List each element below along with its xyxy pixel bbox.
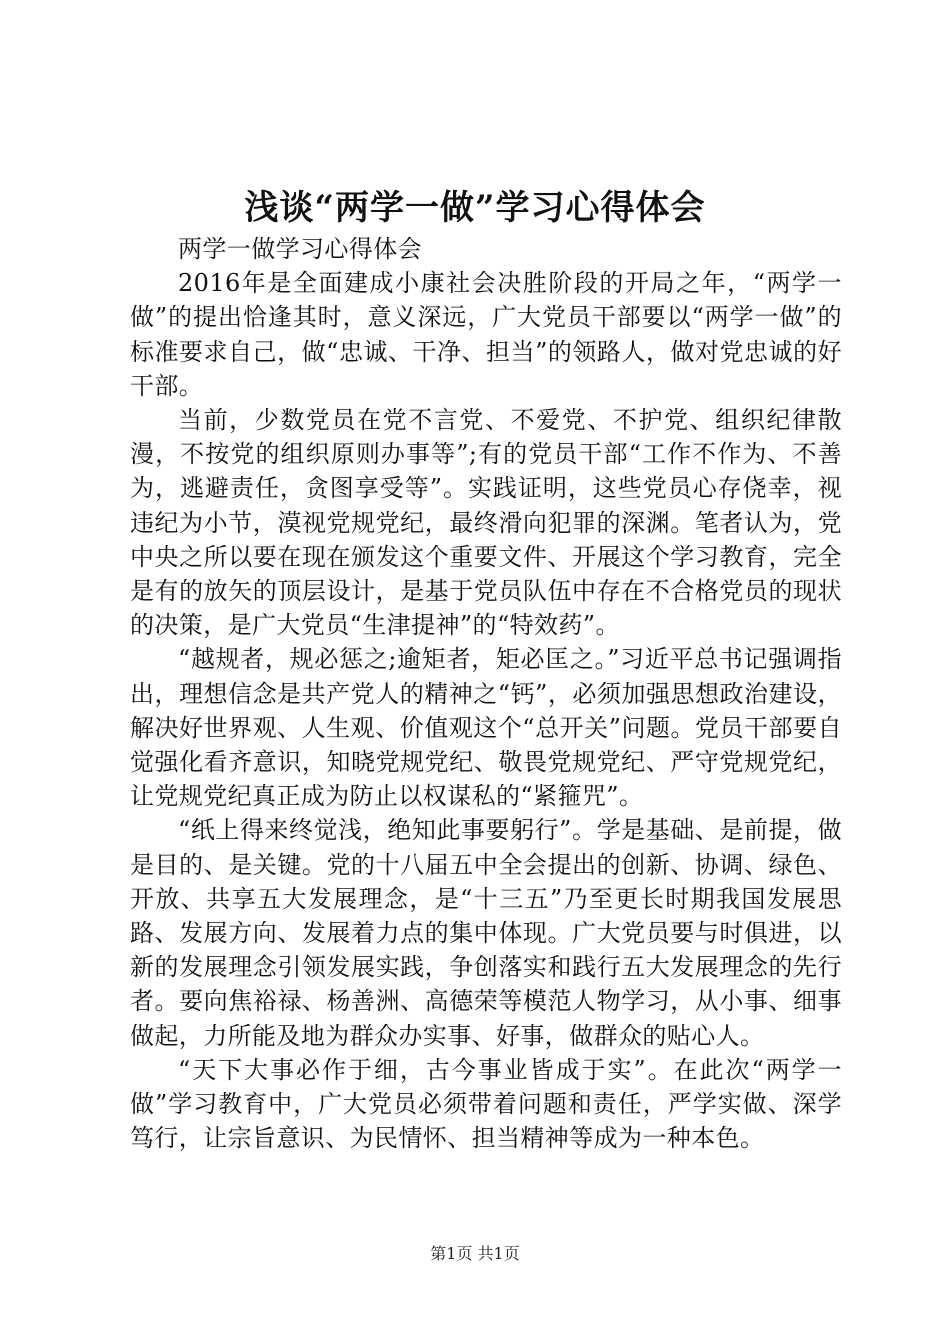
document-body	[130, 232, 842, 1155]
paragraph-5: “天下大事必作于细，古今事业皆成于实”。在此次“两学一做”学习教育中，广大党员必须带着问题和责任，严学实做、深学笃行，让宗旨意识、为民情怀、担当精神等成为一种本色。	[130, 1055, 842, 1153]
paragraph-2: 当前，少数党员在党不言党、不爱党、不护党、组织纪律散漫，不按党的组织原则办事等”;有的党员干部“工作不作为、不善为，逃避责任，贪图享受等”。实践证明，这些党员心存侥幸，视违纪为小节，漠视党规党纪，最终滑向犯罪的深渊。笔者认为，党中央之所以要在现在颁发这个重要文件、开展这个学习教育，完全是有的放矢的顶层设计，是基于党员队伍中存在不合格党员的现状的决策，是广大党员“生津提神”的“特效药”。	[130, 406, 842, 640]
paragraph-3: “越规者，规必惩之;逾矩者，矩必匡之。”习近平总书记强调指出，理想信念是共产党人的精神之“钙”，必须加强思想政治建设，解决好世界观、人生观、价值观这个“总开关”问题。党员干部要自觉强化看齐意识，知晓党规党纪、敬畏党规党纪、严守党规党纪，让党规党纪真正成为防止以权谋私的“紧箍咒”。	[130, 645, 842, 811]
document-subtitle: 两学一做学习心得体会	[178, 235, 422, 263]
paragraph-4: “纸上得来终觉浅，绝知此事要躬行”。学是基础、是前提，做是目的、是关键。党的十八届五中全会提出的创新、协调、绿色、开放、共享五大发展理念，是“十三五”乃至更长时期我国发展思路、发展方向、发展着力点的集中体现。广大党员要与时俱进，以新的发展理念引领发展实践，争创落实和践行五大发展理念的先行者。要向焦裕禄、杨善洲、高德荣等模范人物学习，从小事、细事做起，力所能及地为群众办实事、好事，做群众的贴心人。	[130, 816, 842, 1050]
document-title: 浅谈“两学一做”学习心得体会	[244, 188, 706, 228]
page-footer: 第1页 共1页	[430, 1244, 520, 1263]
paragraph-1: 2016年是全面建成小康社会决胜阶段的开局之年，“两学一做”的提出恰逢其时，意义深远，广大党员干部要以“两学一做”的标准要求自己，做“忠诚、干净、担当”的领路人，做对党忠诚的好干部。	[130, 269, 842, 400]
